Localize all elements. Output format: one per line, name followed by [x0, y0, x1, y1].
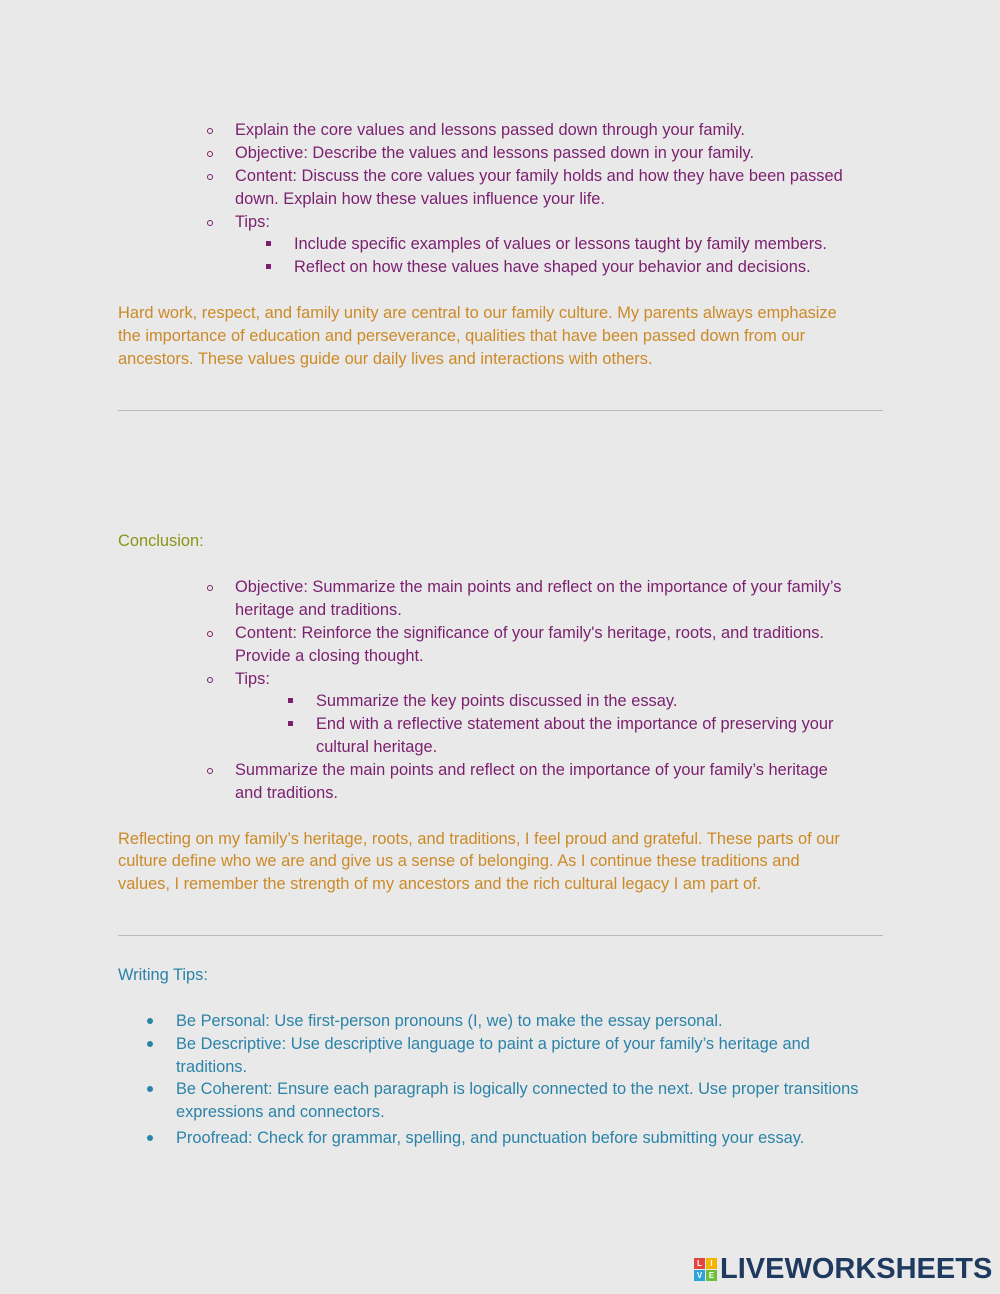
- list-item: Tips:: [235, 670, 270, 688]
- disc-bullet-icon: [147, 1086, 153, 1092]
- list-item-continuation: expressions and connectors.: [176, 1103, 385, 1121]
- list-item: Tips:: [235, 213, 270, 231]
- circle-bullet-icon: [207, 677, 213, 683]
- list-item: Objective: Describe the values and lessons passed down in your family.: [235, 144, 754, 162]
- logo-text: LIVEWORKSHEETS: [720, 1253, 993, 1285]
- circle-bullet-icon: [207, 220, 213, 226]
- answer-line: Reflecting on my family’s heritage, roots, and traditions, I feel proud and grateful. These parts of our: [118, 830, 840, 848]
- tip-item: Reflect on how these values have shaped your behavior and decisions.: [294, 258, 811, 276]
- circle-bullet-icon: [207, 768, 213, 774]
- answer-line: the importance of education and perseverance, qualities that have been passed down from our: [118, 327, 806, 345]
- list-item-continuation: traditions.: [176, 1058, 248, 1076]
- list-item: Be Descriptive: Use descriptive language to paint a picture of your family’s heritage and: [176, 1035, 810, 1053]
- circle-bullet-icon: [207, 585, 213, 591]
- square-bullet-icon: [288, 698, 293, 703]
- list-item-continuation: Provide a closing thought.: [235, 647, 424, 665]
- list-item-continuation: down. Explain how these values influence your life.: [235, 190, 605, 208]
- tip-item: Include specific examples of values or lessons taught by family members.: [294, 235, 827, 253]
- answer-line: ancestors. These values guide our daily lives and interactions with others.: [118, 350, 653, 368]
- tip-item-continuation: cultural heritage.: [316, 738, 438, 756]
- logo-mark-icon: [694, 1258, 717, 1281]
- disc-bullet-icon: [147, 1135, 153, 1141]
- list-item: Summarize the main points and reflect on the importance of your family’s heritage: [235, 761, 828, 779]
- circle-bullet-icon: [207, 174, 213, 180]
- list-item: Content: Reinforce the significance of your family's heritage, roots, and traditions.: [235, 624, 824, 642]
- square-bullet-icon: [266, 264, 271, 269]
- square-bullet-icon: [288, 721, 293, 726]
- logo-letter: L: [694, 1258, 705, 1269]
- list-item: Be Coherent: Ensure each paragraph is logically connected to the next. Use proper transitions: [176, 1080, 859, 1098]
- logo-letter: E: [706, 1270, 717, 1281]
- conclusion-heading: Conclusion:: [118, 532, 204, 550]
- answer-line: culture define who we are and give us a sense of belonging. As I continue these traditions and: [118, 852, 800, 870]
- list-item-continuation: heritage and traditions.: [235, 601, 402, 619]
- writing-tips-heading: Writing Tips:: [118, 966, 208, 984]
- list-item: Proofread: Check for grammar, spelling, and punctuation before submitting your essay.: [176, 1129, 805, 1147]
- tip-item: Summarize the key points discussed in the essay.: [316, 692, 678, 710]
- disc-bullet-icon: [147, 1041, 153, 1047]
- divider: [118, 935, 883, 936]
- circle-bullet-icon: [207, 631, 213, 637]
- list-item-continuation: and traditions.: [235, 784, 338, 802]
- list-item: Content: Discuss the core values your family holds and how they have been passed: [235, 167, 843, 185]
- list-item: Be Personal: Use first-person pronouns (I, we) to make the essay personal.: [176, 1012, 723, 1030]
- disc-bullet-icon: [147, 1018, 153, 1024]
- liveworksheets-logo: [694, 1254, 992, 1284]
- divider: [118, 410, 883, 411]
- logo-letter: I: [706, 1258, 717, 1269]
- answer-line: Hard work, respect, and family unity are central to our family culture. My parents always emphasize: [118, 304, 837, 322]
- circle-bullet-icon: [207, 151, 213, 157]
- answer-line: values, I remember the strength of my ancestors and the rich cultural legacy I am part of.: [118, 875, 762, 893]
- square-bullet-icon: [266, 241, 271, 246]
- circle-bullet-icon: [207, 128, 213, 134]
- logo-letter: V: [694, 1270, 705, 1281]
- tip-item: End with a reflective statement about the importance of preserving your: [316, 715, 834, 733]
- list-item: Objective: Summarize the main points and reflect on the importance of your family’s: [235, 578, 842, 596]
- list-item: Explain the core values and lessons passed down through your family.: [235, 121, 745, 139]
